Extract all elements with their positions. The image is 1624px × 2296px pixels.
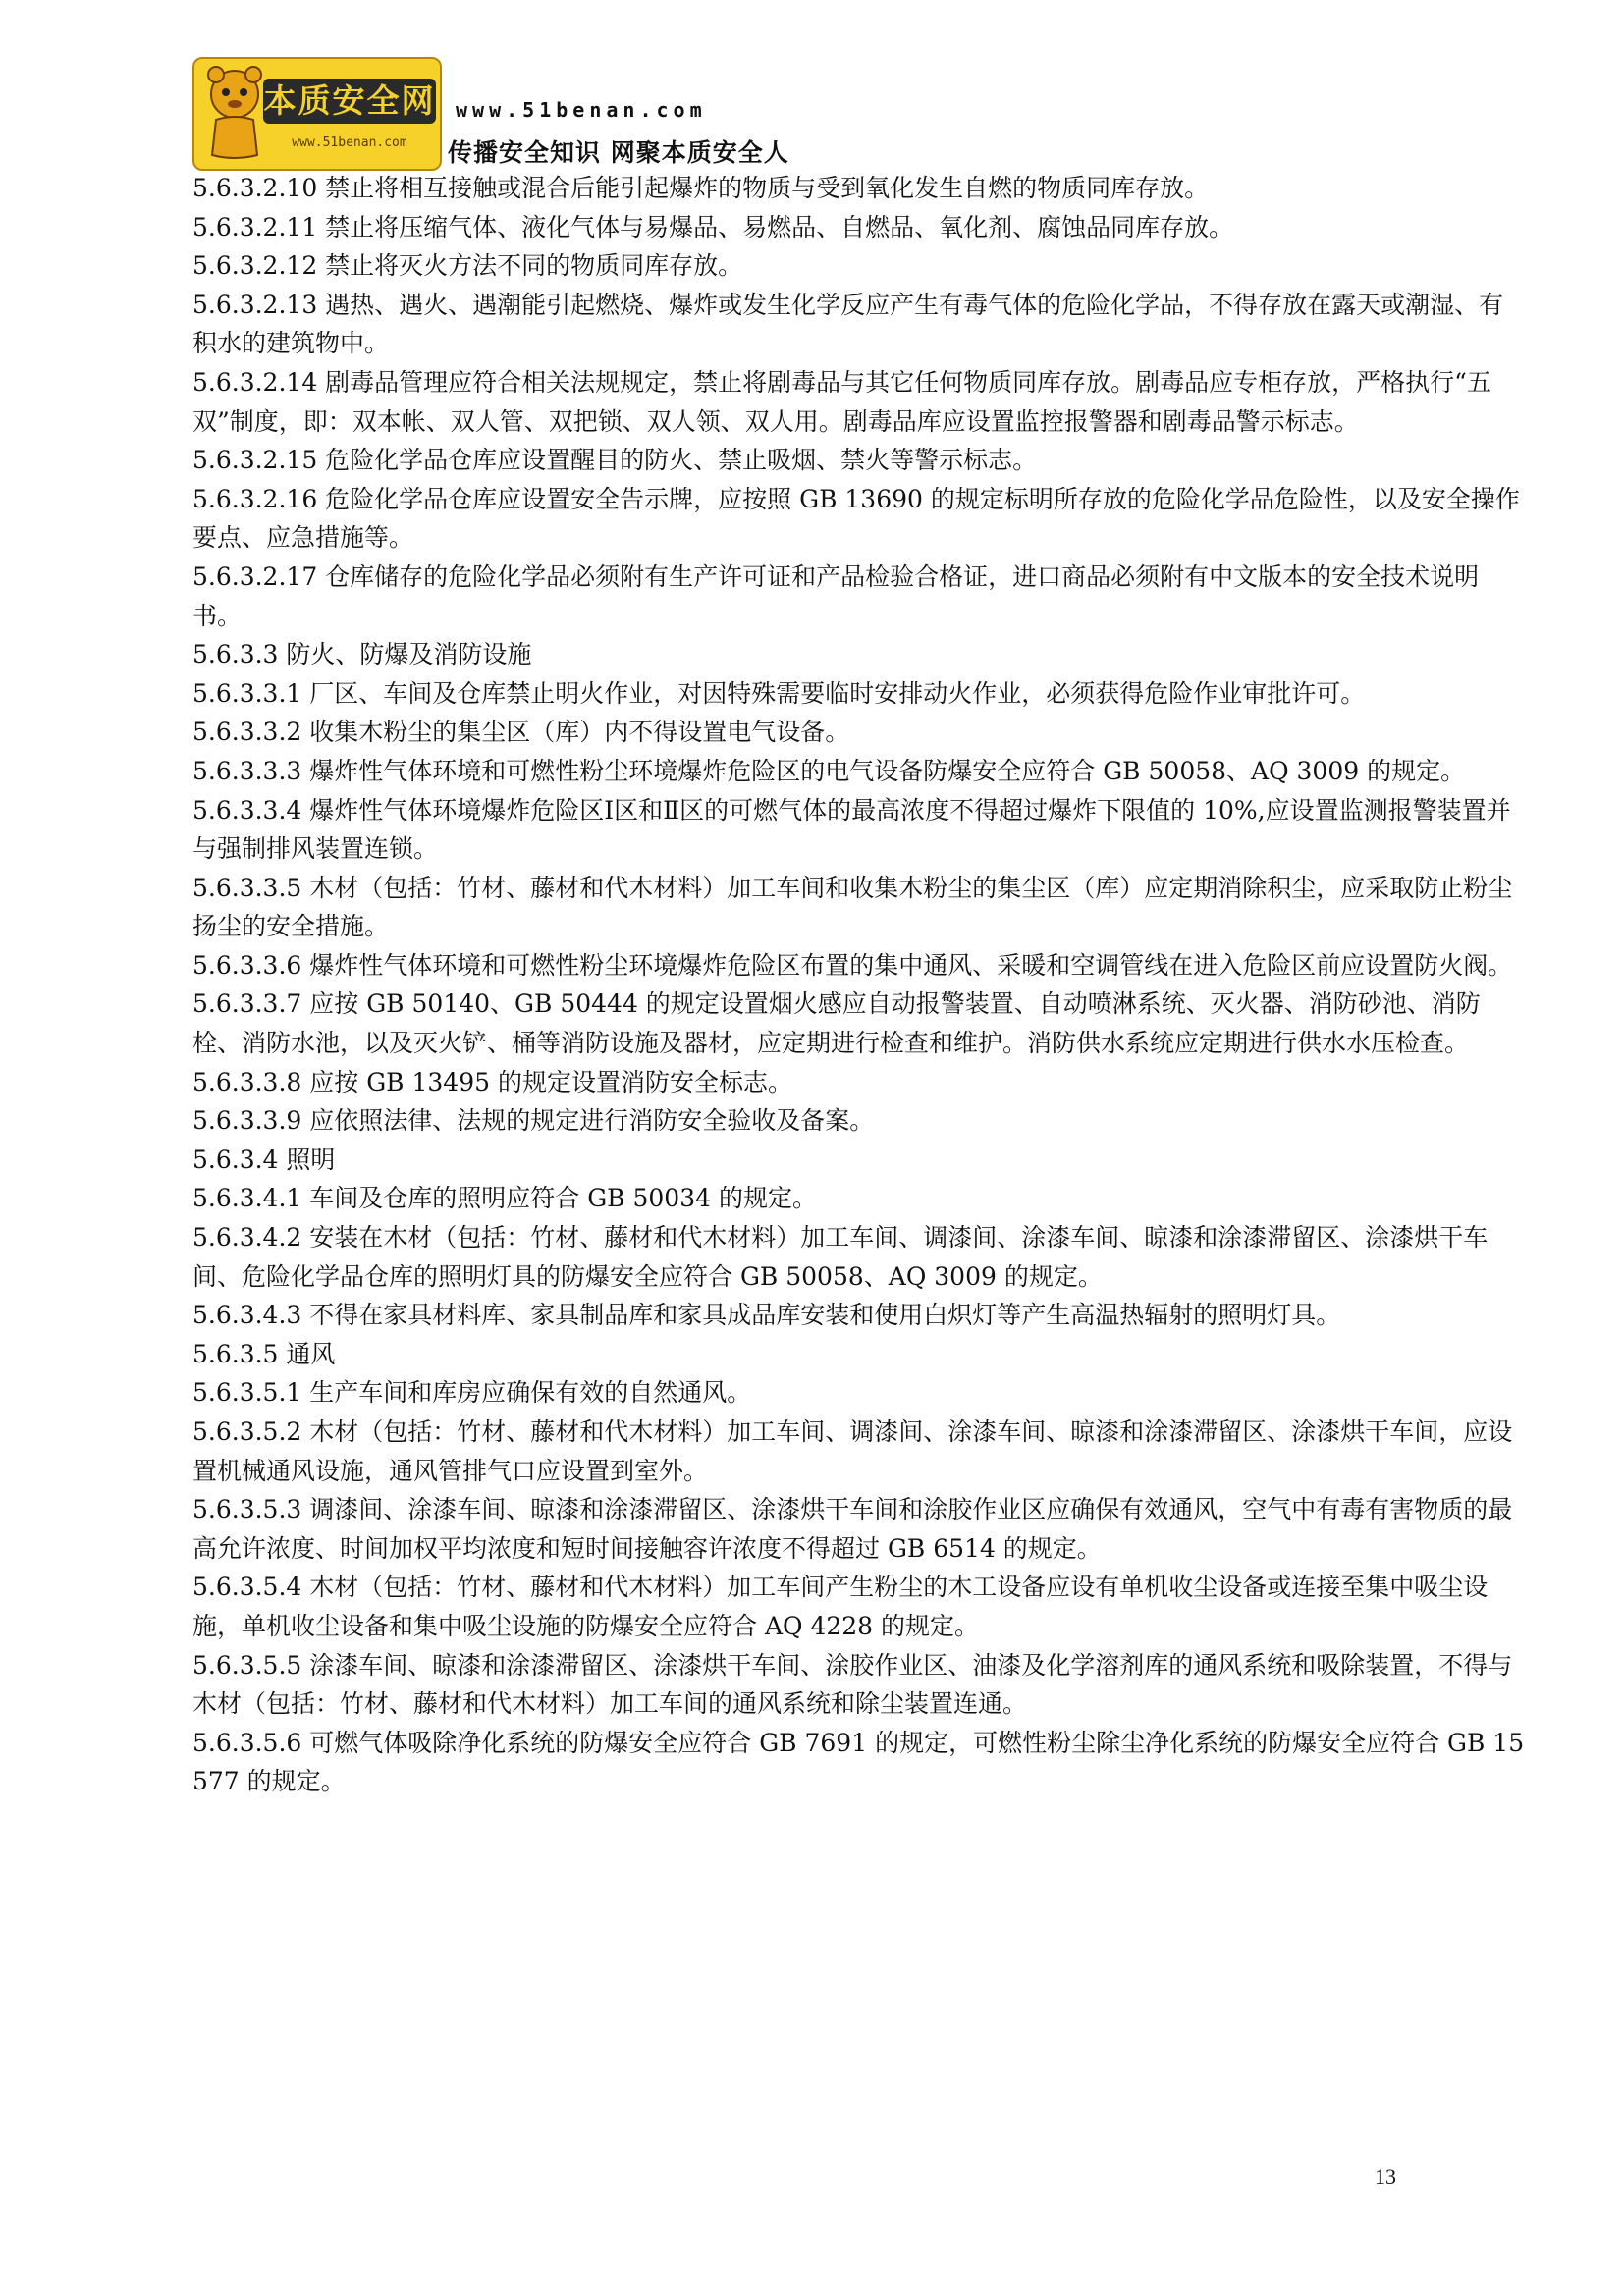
clause-5-6-3-3-3: 5.6.3.3.3 爆炸性气体环境和可燃性粉尘环境爆炸危险区的电气设备防爆安全应符合 GB 50058、AQ 3009 的规定。 xyxy=(192,756,1466,785)
clause-5-6-3-2-11: 5.6.3.2.11 禁止将压缩气体、液化气体与易爆品、易燃品、自燃品、氧化剂、腐蚀品同库存放。 xyxy=(192,212,1234,241)
clause-5-6-3-4-1: 5.6.3.4.1 车间及仓库的照明应符合 GB 50034 的规定。 xyxy=(192,1184,817,1213)
site-url[interactable]: www.51benan.com xyxy=(456,98,707,122)
clause-5-6-3-2-17: 5.6.3.2.17 仓库储存的危险化学品必须附有生产许可证和产品检验合格证，进口商品必须附有中文版本的安全技术说明书。 xyxy=(192,561,1480,630)
clause-5-6-3-4-3: 5.6.3.4.3 不得在家具材料库、家具制品库和家具成品库安装和使用白炽灯等产生高温热辐射的照明灯具。 xyxy=(192,1301,1341,1330)
clause-5-6-3-2-16: 5.6.3.2.16 危险化学品仓库应设置安全告示牌，应按照 GB 13690 的规定标明所存放的危险化学品危险性，以及安全操作要点、应急措施等。 xyxy=(192,484,1520,553)
logo-url: www.51benan.com xyxy=(292,135,407,150)
site-logo[interactable] xyxy=(192,57,442,171)
clause-5-6-3-5-3: 5.6.3.5.3 调漆间、涂漆车间、晾漆和涂漆滞留区、涂漆烘干车间和涂胶作业区应确保有效通风，空气中有毒有害物质的最高允许浓度、时间加权平均浓度和短时间接触容许浓度不得超过 GB 6514 的规定。 xyxy=(192,1495,1513,1563)
site-slogan: 传播安全知识 网聚本质安全人 xyxy=(448,138,789,167)
clause-5-6-3-2-15: 5.6.3.2.15 危险化学品仓库应设置醒目的防火、禁止吸烟、禁火等警示标志。 xyxy=(192,446,1038,475)
section-heading-lighting: 5.6.3.4 照明 xyxy=(192,1145,336,1174)
clause-5-6-3-3-6: 5.6.3.3.6 爆炸性气体环境和可燃性粉尘环境爆炸危险区布置的集中通风、采暖和空调管线在进入危险区前应设置防火阀。 xyxy=(192,950,1513,980)
clause-5-6-3-3-5: 5.6.3.3.5 木材（包括：竹材、藤材和代木材料）加工车间和收集木粉尘的集尘区（库）应定期消除积尘，应采取防止粉尘扬尘的安全措施。 xyxy=(192,873,1513,941)
clause-5-6-3-3-4: 5.6.3.3.4 爆炸性气体环境爆炸危险区Ⅰ区和Ⅱ区的可燃气体的最高浓度不得超过爆炸下限值的 10%,应设置监测报警装置并与强制排风装置连锁。 xyxy=(192,795,1511,864)
clause-5-6-3-4-2: 5.6.3.4.2 安装在木材（包括：竹材、藤材和代木材料）加工车间、调漆间、涂漆车间、晾漆和涂漆滞留区、涂漆烘干车间、危险化学品仓库的照明灯具的防爆安全应符合 GB 50058、AQ 3009 的规定。 xyxy=(192,1223,1489,1291)
clause-5-6-3-5-5: 5.6.3.5.5 涂漆车间、晾漆和涂漆滞留区、涂漆烘干车间、涂胶作业区、油漆及化学溶剂库的通风系统和吸除装置，不得与木材（包括：竹材、藤材和代木材料）加工车间的通风系统和除尘装置连通。 xyxy=(192,1650,1513,1719)
clause-5-6-3-2-12: 5.6.3.2.12 禁止将灭火方法不同的物质同库存放。 xyxy=(192,251,743,281)
clause-5-6-3-2-14: 5.6.3.2.14 剧毒品管理应符合相关法规规定，禁止将剧毒品与其它任何物质同库存放。剧毒品应专柜存放，严格执行“五双”制度，即：双本帐、双人管、双把锁、双人领、双人用。剧毒品库应设置监控报警器和剧毒品警示标志。 xyxy=(192,367,1491,436)
clause-5-6-3-2-10: 5.6.3.2.10 禁止将相互接触或混合后能引起爆炸的物质与受到氧化发生自燃的物质同库存放。 xyxy=(192,174,1210,202)
document-body xyxy=(192,169,1528,1801)
section-heading-ventilation: 5.6.3.5 通风 xyxy=(192,1339,336,1368)
clause-5-6-3-5-6: 5.6.3.5.6 可燃气体吸除净化系统的防爆安全应符合 GB 7691 的规定，可燃性粉尘除尘净化系统的防爆安全应符合 GB 15577 的规定。 xyxy=(192,1728,1525,1796)
page-header xyxy=(192,57,880,173)
clause-5-6-3-3-1: 5.6.3.3.1 厂区、车间及仓库禁止明火作业，对因特殊需要临时安排动火作业，必须获得危险作业审批许可。 xyxy=(192,678,1366,708)
clause-5-6-3-5-4: 5.6.3.5.4 木材（包括：竹材、藤材和代木材料）加工车间产生粉尘的木工设备应设有单机收尘设备或连接至集中吸尘设施，单机收尘设备和集中吸尘设施的防爆安全应符合 AQ 4228 的规定。 xyxy=(192,1573,1489,1640)
clause-5-6-3-5-1: 5.6.3.5.1 生产车间和库房应确保有效的自然通风。 xyxy=(192,1378,752,1408)
clause-5-6-3-3-8: 5.6.3.3.8 应按 GB 13495 的规定设置消防安全标志。 xyxy=(192,1067,792,1096)
mascot-icon xyxy=(202,65,267,161)
clause-5-6-3-3-9: 5.6.3.3.9 应依照法律、法规的规定进行消防安全验收及备案。 xyxy=(192,1106,875,1136)
clause-5-6-3-2-13: 5.6.3.2.13 遇热、遇火、遇潮能引起燃烧、爆炸或发生化学反应产生有毒气体的危险化学品，不得存放在露天或潮湿、有积水的建筑物中。 xyxy=(192,290,1504,358)
clause-5-6-3-3-2: 5.6.3.3.2 收集木粉尘的集尘区（库）内不得设置电气设备。 xyxy=(192,718,850,747)
section-heading-fire-protection: 5.6.3.3 防火、防爆及消防设施 xyxy=(192,640,532,669)
page-number: 13 xyxy=(1375,2164,1396,2189)
clause-5-6-3-5-2: 5.6.3.5.2 木材（包括：竹材、藤材和代木材料）加工车间、调漆间、涂漆车间、晾漆和涂漆滞留区、涂漆烘干车间，应设置机械通风设施，通风管排气口应设置到室外。 xyxy=(192,1417,1513,1485)
clause-5-6-3-3-7: 5.6.3.3.7 应按 GB 50140、GB 50444 的规定设置烟火感应自动报警装置、自动喷淋系统、灭火器、消防砂池、消防栓、消防水池，以及灭火铲、桶等消防设施及器材，应定期进行检查和维护。消防供水系统应定期进行供水水压检查。 xyxy=(192,989,1481,1058)
logo-text: 本质安全网 xyxy=(263,79,436,124)
